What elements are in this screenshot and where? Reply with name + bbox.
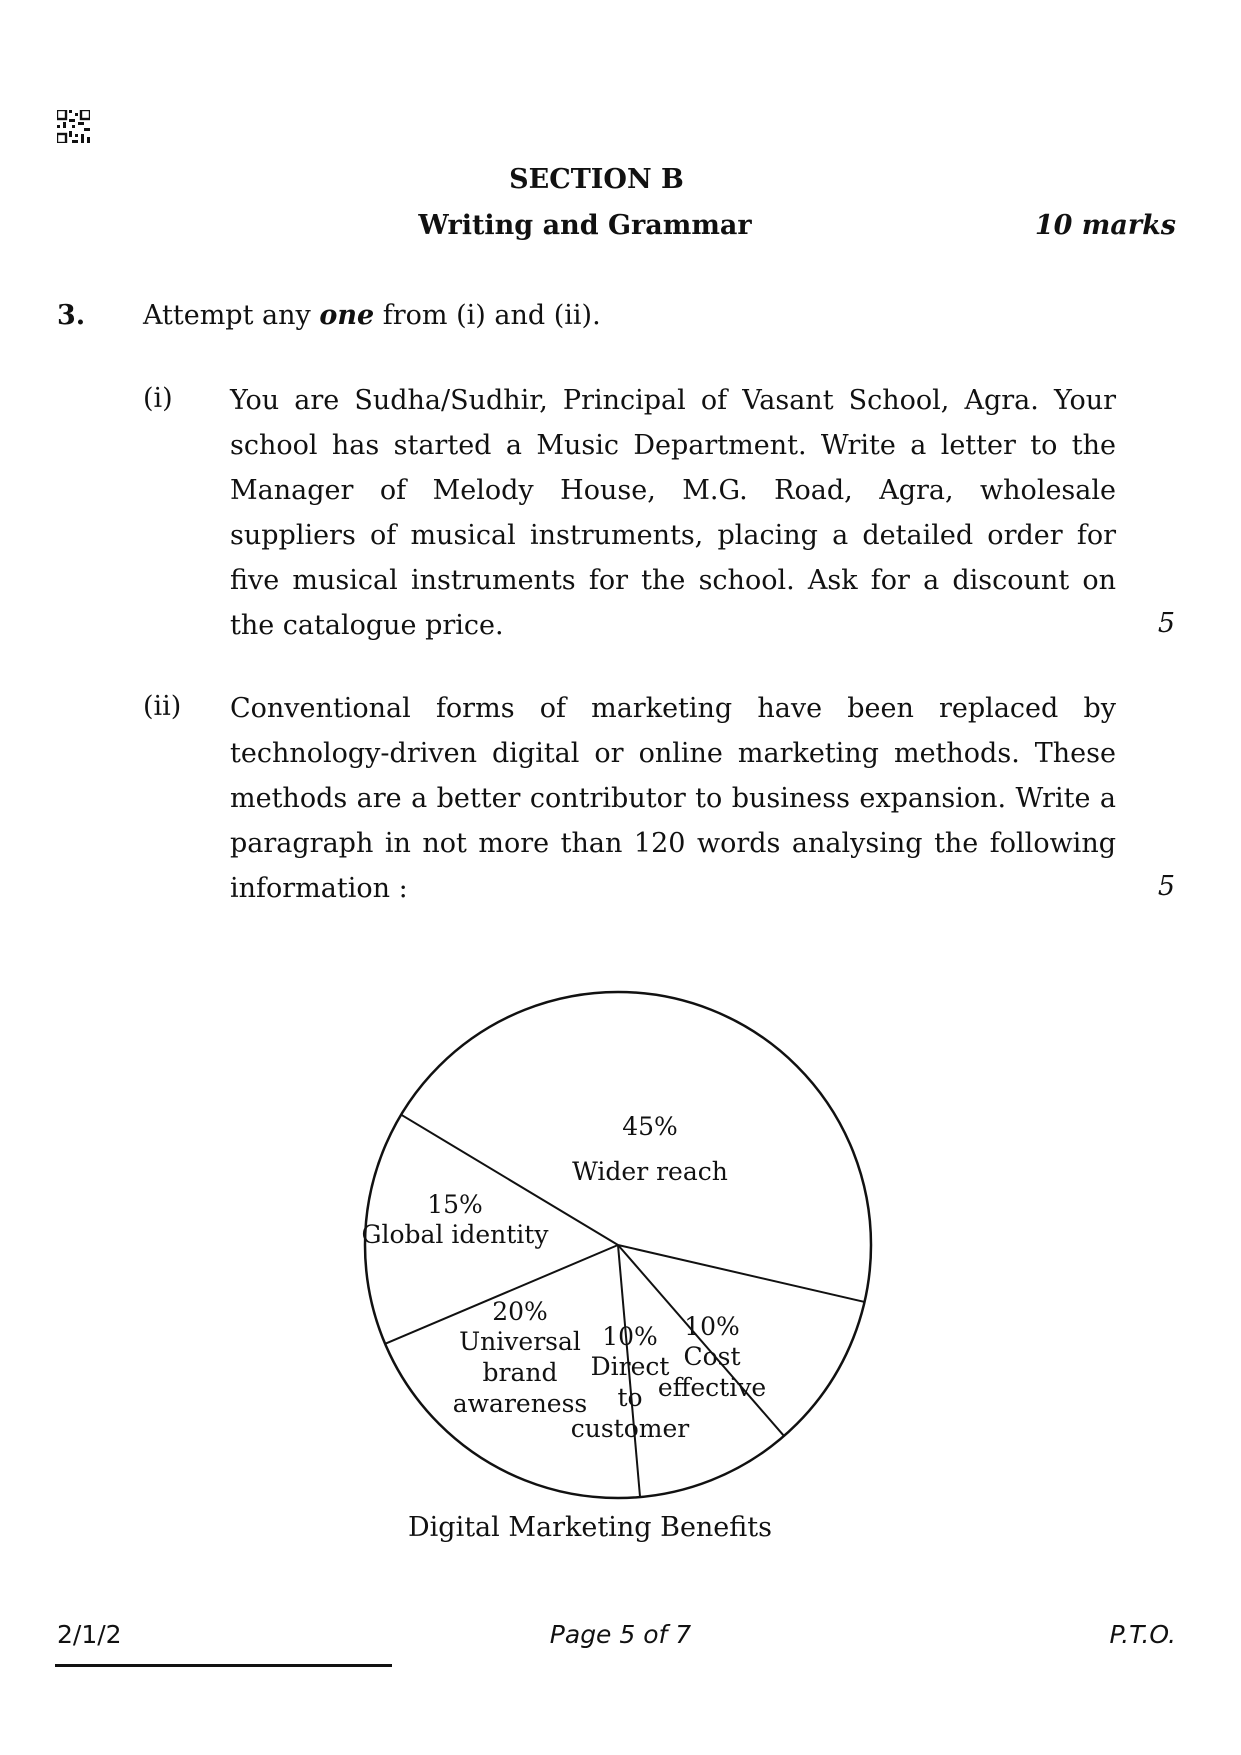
- chart-title: Digital Marketing Benefits: [408, 1512, 772, 1543]
- section-title: SECTION B: [509, 164, 684, 195]
- page-number: Page 5 of 7: [549, 1620, 692, 1649]
- pie-slice-label: 20% Universal brand awareness: [452, 1297, 588, 1418]
- option-text: Conventional forms of marketing have been replaced by technology-driven digital or online marketing methods. These methods are a better contributor to business expansion. Write a paragraph in not more than 120 words analysing the following information :: [230, 693, 1116, 904]
- option-marks: 5: [1157, 608, 1175, 639]
- footer-divider: [55, 1664, 392, 1667]
- option-label: (i): [143, 383, 173, 414]
- pie-slice-label: 10% Direct to customer: [570, 1322, 690, 1443]
- qr-code-icon: [57, 110, 90, 143]
- pto-label: P.T.O.: [1109, 1620, 1176, 1649]
- section-subtitle: Writing and Grammar: [418, 210, 752, 241]
- pie-slice-label: 45% Wider reach: [572, 1112, 728, 1186]
- option-text: You are Sudha/Sudhir, Principal of Vasant School, Agra. Your school has started a Music Department. Write a letter to the Manager of Melody House, M.G. Road, Agra, wholesale suppliers of musical instruments, placing a detailed order for five musical instruments for the school. Ask for a discount on the catalogue price.: [230, 385, 1116, 641]
- option-label: (ii): [143, 691, 182, 722]
- paper-code: 2/1/2: [57, 1620, 122, 1649]
- pie-chart: [300, 975, 920, 1515]
- question-number: 3.: [57, 300, 86, 331]
- section-marks: 10 marks: [1034, 210, 1176, 241]
- pie-slice-boundary: [618, 1245, 865, 1302]
- option-marks: 5: [1157, 871, 1175, 902]
- pie-slice-label: 15% Global identity: [361, 1190, 549, 1249]
- pie-slice-label: 10% Cost effective: [657, 1312, 767, 1402]
- question-instruction: Attempt any one from (i) and (ii).: [143, 300, 601, 331]
